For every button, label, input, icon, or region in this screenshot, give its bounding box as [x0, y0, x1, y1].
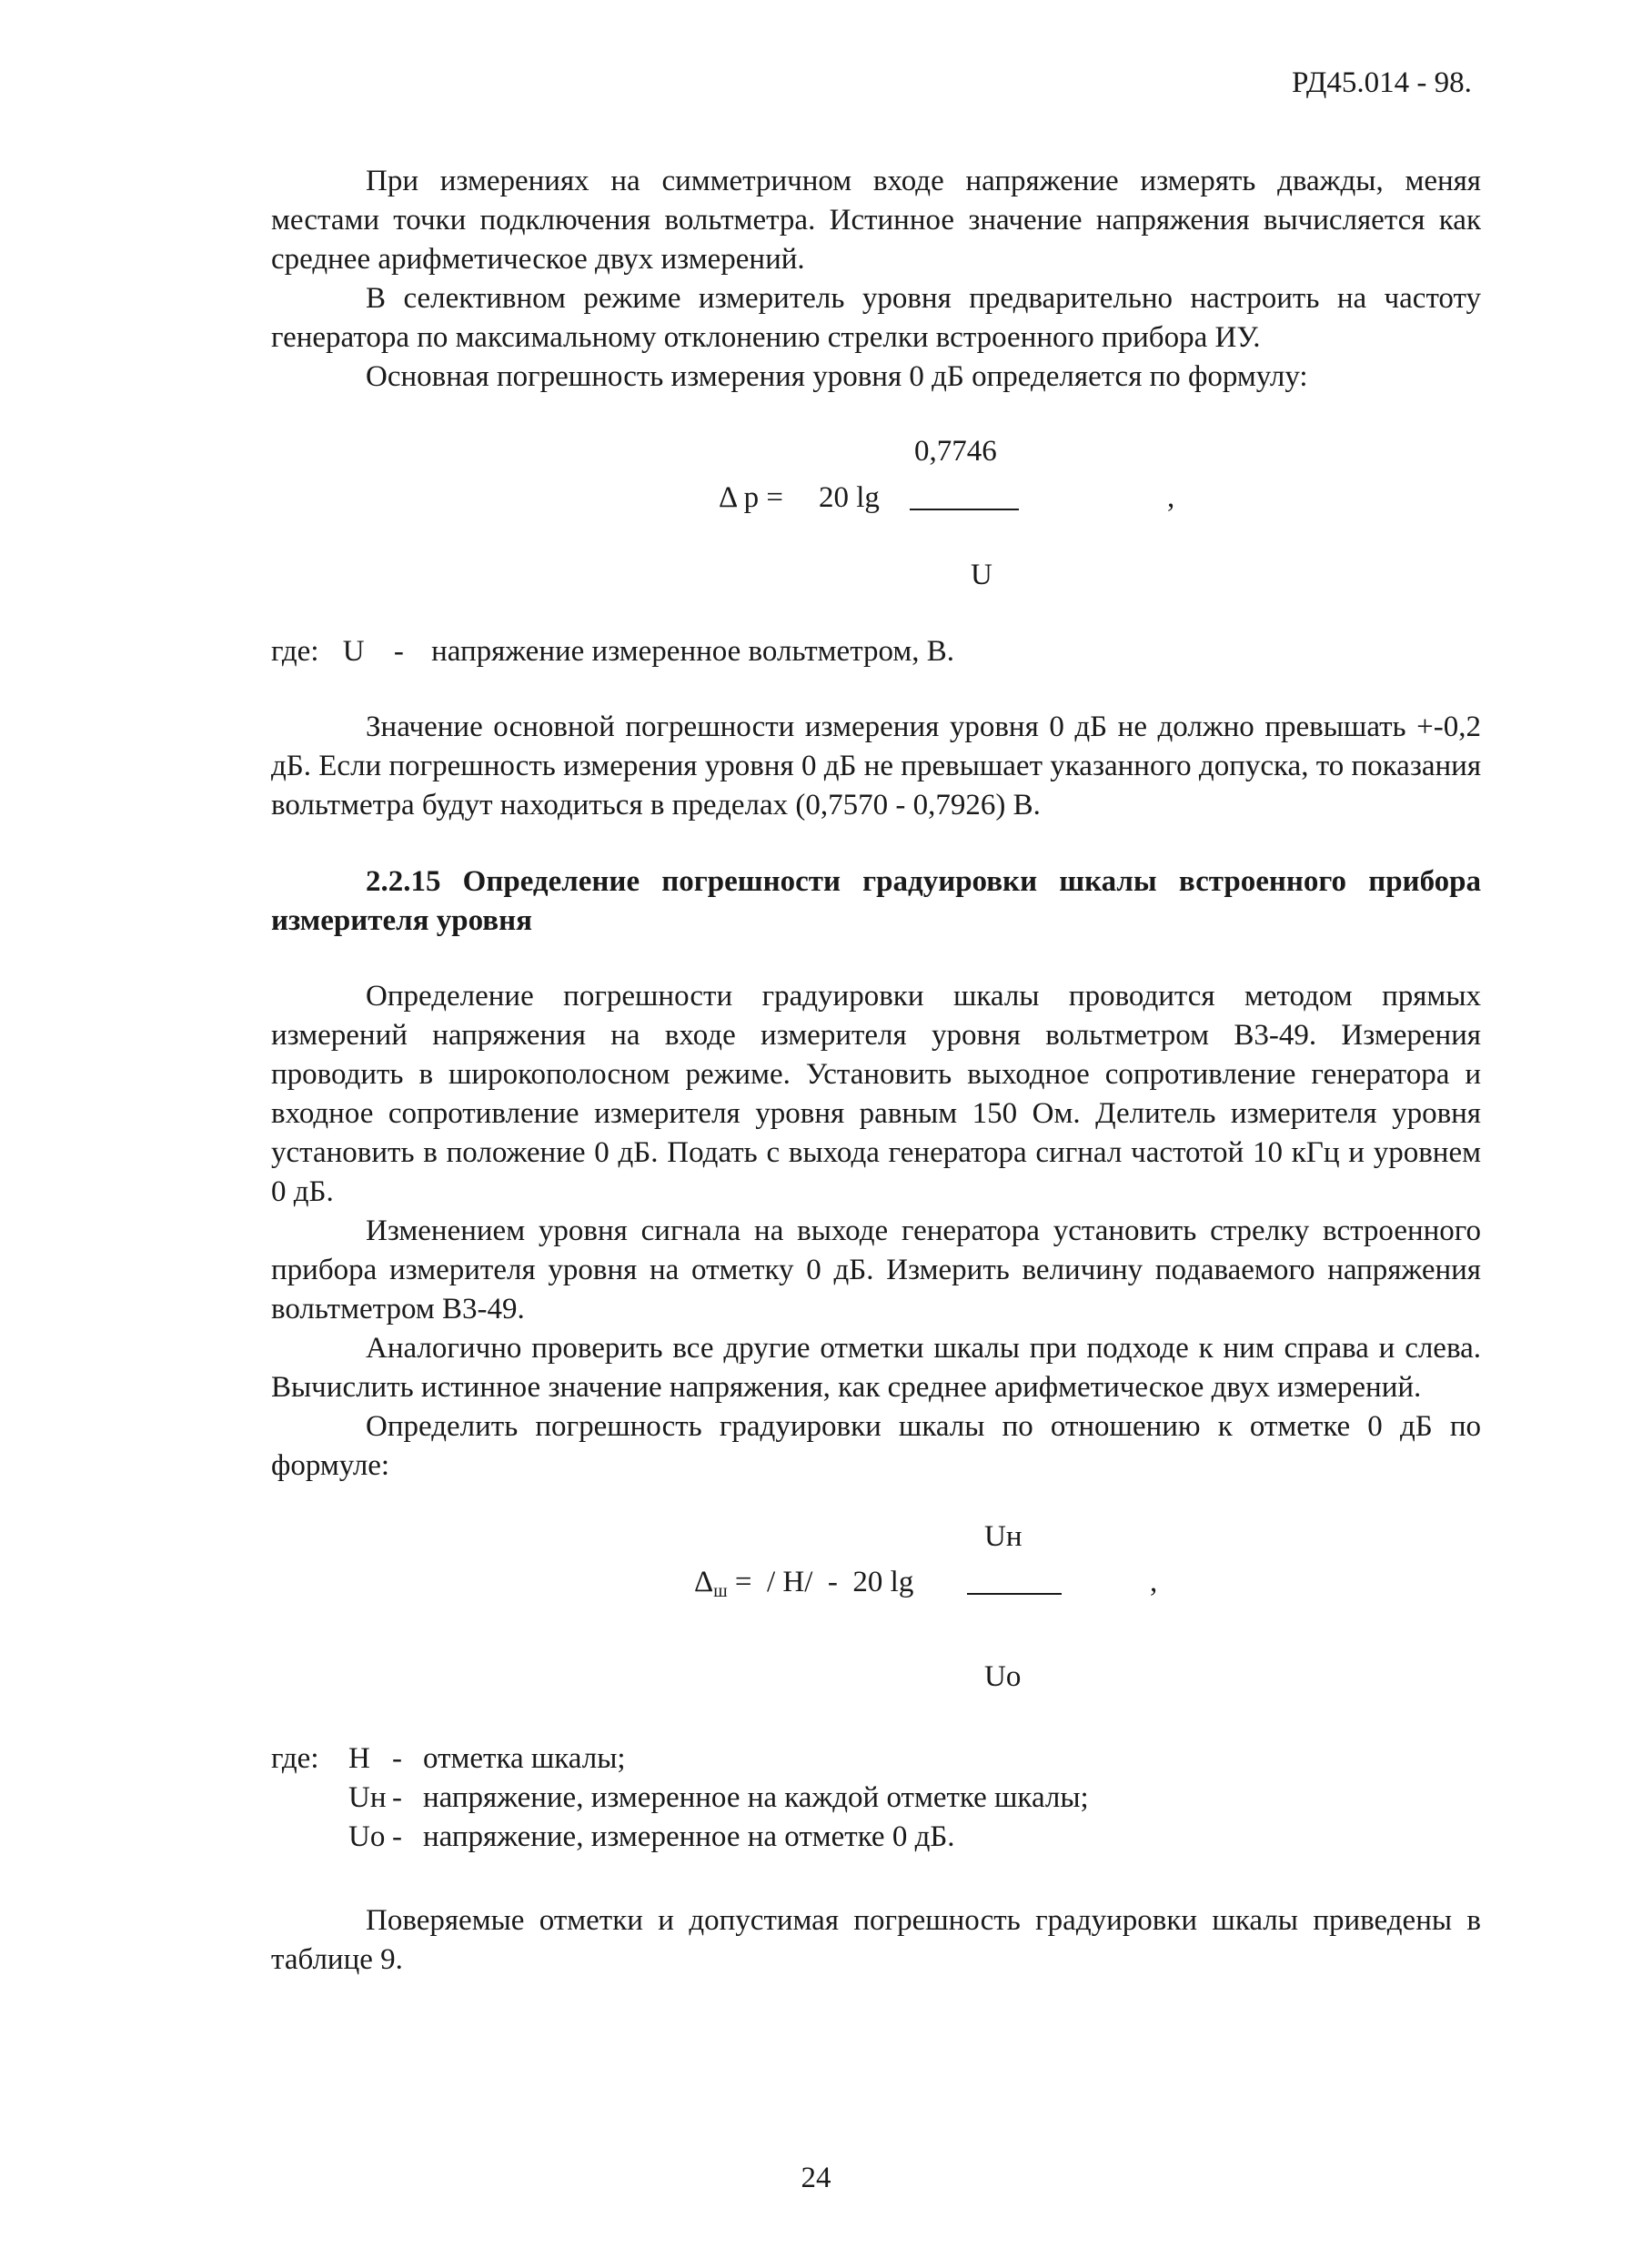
- formula-trailing-comma: ,: [1167, 481, 1175, 514]
- paragraph: Основная погрешность измерения уровня 0 дБ определяется по формулу:: [366, 360, 1308, 393]
- formula-legend: [271, 632, 954, 671]
- formula-subscript: ш: [713, 1581, 728, 1601]
- formula-trailing-comma: ,: [1150, 1566, 1158, 1598]
- legend-description: напряжение, измеренное на отметке 0 дБ.: [423, 1820, 955, 1853]
- formula-lhs-rest: = / Н/ - 20 lg: [727, 1566, 914, 1598]
- formula-delta-symbol: Δ: [694, 1566, 714, 1598]
- legend-description: отметка шкалы;: [423, 1742, 626, 1775]
- legend-symbol: Uo: [348, 1820, 386, 1853]
- fraction-bar: [910, 509, 1019, 510]
- paragraph: Поверяемые отметки и допустимая погрешность градуировки шкалы приведены в таблице 9.: [271, 1904, 1481, 1976]
- paragraph: При измерениях на симметричном входе напряжение измерять дважды, меняя местами точки подключения вольтметра. Истинное значение напряжения вычисляется как среднее арифметическое двух измерений.: [271, 165, 1481, 276]
- paragraph: Определить погрешность градуировки шкалы по отношению к отметке 0 дБ по формуле:: [271, 1410, 1481, 1482]
- legend-label: где:: [271, 635, 319, 668]
- legend-dash: -: [392, 1820, 402, 1853]
- formula-numerator: 0,7746: [914, 435, 997, 468]
- legend-symbol: Uн: [348, 1781, 387, 1814]
- formula-lhs: Δ р =: [719, 481, 784, 514]
- legend-symbol: Н: [348, 1742, 370, 1775]
- paragraph: Аналогично проверить все другие отметки шкалы при подходе к ним справа и слева. Вычислить истинное значение напряжения, как среднее арифметическое двух измерений.: [271, 1332, 1481, 1404]
- legend-row: [348, 1779, 1089, 1818]
- legend-dash: -: [392, 1781, 402, 1814]
- tolerance-text: [271, 708, 1481, 825]
- section-text: [271, 977, 1481, 1486]
- intro-text: [271, 162, 1481, 397]
- legend-row: [348, 1739, 626, 1779]
- paragraph: Изменением уровня сигнала на выходе генератора установить стрелку встроенного прибора измерителя уровня на отметку 0 дБ. Измерить величину подаваемого напряжения вольтметром В3-49.: [271, 1215, 1481, 1326]
- paragraph: Значение основной погрешности измерения уровня 0 дБ не должно превышать +-0,2 дБ. Если погрешность измерения уровня 0 дБ не превышает указанного допуска, то показания вольтметра будут находиться в пределах (0,7570 - 0,7926) В.: [271, 711, 1481, 822]
- legend-row: [348, 1818, 955, 1857]
- closing-text: [271, 1901, 1481, 1980]
- formula-denominator: U: [971, 559, 992, 591]
- page-number: 24: [801, 2162, 831, 2194]
- legend-description: напряжение измеренное вольтметром, В.: [431, 635, 955, 668]
- formula-numerator: Uн: [984, 1520, 1023, 1553]
- legend-description: напряжение, измеренное на каждой отметке шкалы;: [423, 1781, 1089, 1814]
- paragraph: В селективном режиме измеритель уровня предварительно настроить на частоту генератора по максимальному отклонению стрелки встроенного прибора ИУ.: [271, 282, 1481, 354]
- legend-dash: -: [392, 1742, 402, 1775]
- legend-dash: -: [393, 635, 404, 668]
- fraction-bar: [967, 1593, 1062, 1595]
- document-code: РД45.014 - 98.: [1292, 66, 1472, 99]
- legend-label: где:: [271, 1742, 319, 1775]
- formula-denominator: Uo: [984, 1660, 1022, 1693]
- legend-symbol: U: [342, 635, 365, 668]
- section-heading: 2.2.15 Определение погрешности градуировки шкалы встроенного прибора измерителя уровня: [271, 865, 1481, 937]
- paragraph: Определение погрешности градуировки шкалы проводится методом прямых измерений напряжения на входе измерителя уровня вольтметром В3-49. Измерения проводить в широкополосном режиме. Установить выходное сопротивление генератора и входное сопротивление измерителя уровня равным 150 Ом. Делитель измерителя уровня установить в положение 0 дБ. Подать с выхода генератора сигнал частотой 10 кГц и уровнем 0 дБ.: [271, 980, 1481, 1208]
- formula-function: 20 lg: [819, 481, 880, 514]
- formula-lhs: [694, 1563, 913, 1611]
